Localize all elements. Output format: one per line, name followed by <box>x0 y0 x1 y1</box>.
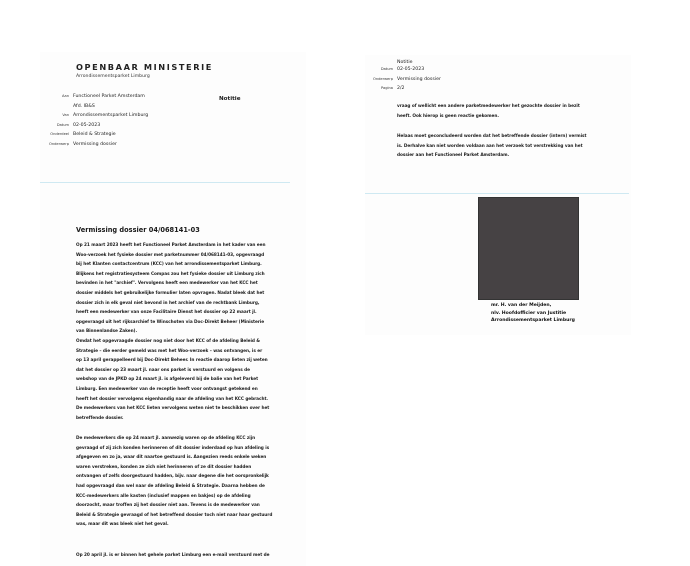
meta-label: Onderdeel <box>50 132 69 136</box>
text-line: Op 21 maart 2023 heeft het Functioneel Parket Amsterdam in het kader van een <box>76 243 266 248</box>
text-line: dossier middels het gebruikelijke formulier laten opvragen. Nadat bleek dat het <box>76 290 265 296</box>
organization-name: OPENBAAR MINISTERIE <box>76 62 213 72</box>
meta-value: Arrondissementsparket Limburg <box>73 113 149 118</box>
meta-row-aan <box>41 92 148 102</box>
signatory-title: nlv. Hoofdofficier van Justitie <box>491 310 567 316</box>
text-line: Blijkens het registratiesysteem Compas zou het fysieke dossier uit Limburg zich <box>76 271 265 277</box>
document-page-2 <box>365 55 631 335</box>
text-line: Strategie – die eerder gemeld was met het Woo-verzoek – was ontvangen, is er <box>76 348 263 354</box>
meta-label: Van <box>62 113 69 117</box>
text-line: Beleid & Strategie gevraagd of het betreffend dossier toch niet naar haar gestuurd <box>76 512 273 518</box>
divider-rule <box>40 182 290 183</box>
meta-row-onderdeel <box>41 130 148 140</box>
organization-subtitle: Arrondissementsparket Limburg <box>76 74 150 79</box>
text-line: Helaas moet geconcludeerd worden dat het betreffende dossier (intern) vermist <box>397 134 587 139</box>
meta-row-onderwerp <box>365 75 441 85</box>
meta-label: Datum <box>380 67 393 71</box>
signature-block <box>491 302 575 325</box>
text-line: betreffende dossier. <box>76 415 124 421</box>
text-line: op 13 april gerappelleerd bij Doc-Direkt Beheer. In reactie daarop lieten zij weten <box>76 358 268 364</box>
document-type-label: Notitie <box>397 60 413 65</box>
paragraph-1 <box>397 102 580 121</box>
divider-rule <box>365 193 629 194</box>
text-line: heeft het dossier vervolgens eigenhandig naar de afdeling van het KCC gebracht. <box>76 396 268 402</box>
signatory-organization: Arrondissementsparket Limburg <box>491 318 575 323</box>
meta-value: Functioneel Parket Amsterdam <box>73 94 145 99</box>
text-line: ontvangen of zelfs doorgestuurd hadden, bijv. naar degene die het oorspronkelijk <box>76 474 269 480</box>
text-line: bij het Klanten contactcentrum (KCC) van het arrondissementsparket Limburg. <box>76 262 262 268</box>
redacted-signature-block <box>478 197 579 300</box>
meta-value: 2/2 <box>397 86 405 91</box>
text-line: gevraagd of zij zich konden herinneren of dit dossier inderdaad op hun afdeling is <box>76 445 270 451</box>
text-line: Op 20 april jl. is er binnen het gehele parket Limburg een e-mail verstuurd met de <box>76 553 270 558</box>
text-line: KCC-medewerkers alle kasten (inclusief mappen en bakjes) op de afdeling <box>76 493 251 499</box>
text-line: doorzocht, maar troffen zij het dossier niet aan. Tevens is de medewerker van <box>76 503 260 509</box>
text-line: was, maar dit was bleek niet het geval. <box>76 522 169 528</box>
text-line: is. Derhalve kan niet worden voldaan aan het verzoek tot verstrekking van het <box>397 143 583 149</box>
meta-value: Afd. IB&S <box>73 103 95 109</box>
document-heading: Vermissing dossier 04/068141-03 <box>76 226 200 234</box>
meta-value: Vermissing dossier <box>397 76 441 82</box>
text-line: bevinden in het "archief". Vervolgens heeft een medewerker van het KCC het <box>76 281 258 287</box>
text-line: afgegeven en zo ja, waar dit naartoe gestuurd is. Aangezien reeds enkele weken <box>76 455 267 461</box>
paragraph-4 <box>76 551 270 561</box>
document-page-1 <box>40 52 306 566</box>
text-line: had opgevraagd dan wel naar de afdeling Beleid & Strategie. Daarna hebben de <box>76 483 265 489</box>
text-line: dossier zich in elk geval niet bevond in het archief van de rechtbank Limburg, <box>76 300 260 306</box>
signatory-name: mr. H. van der Meijden, <box>491 303 552 308</box>
meta-value: 02-05-2023 <box>73 122 101 128</box>
meta-row-datum <box>365 65 441 75</box>
paragraph-1 <box>76 241 265 337</box>
paragraph-2 <box>76 337 269 423</box>
paragraph-2 <box>397 132 587 161</box>
meta-row-pagina <box>365 84 441 94</box>
text-line: opgevraagd uit het rijksarchief te Winschoten via Doc-Direkt Beheer (Ministerie <box>76 319 265 325</box>
memo-metadata <box>365 65 441 94</box>
meta-row-datum <box>41 121 148 131</box>
text-line: heeft een medewerker van onze Facilitaire Dienst het dossier op 22 maart jl. <box>76 310 257 316</box>
meta-label: Aan <box>62 94 69 98</box>
text-line: dat het dossier op 23 maart jl. naar ons parket is verstuurd en volgens de <box>76 367 250 373</box>
meta-value: 02-05-2023 <box>397 67 425 72</box>
text-line: dossier aan het Functioneel Parket Amsterdam. <box>397 153 510 159</box>
text-line: Limburg. Een medewerker van de receptie heeft voor ontvangst getekend en <box>76 386 258 392</box>
meta-label: Onderwerp <box>49 141 69 146</box>
text-line: De medewerkers van het KCC lieten vervolgens weten niet te beschikken over het <box>76 406 270 412</box>
paragraph-3 <box>76 434 272 530</box>
meta-label: Pagina <box>381 86 393 90</box>
meta-label: Onderwerp <box>373 76 393 81</box>
text-line: van Binnenlandse Zaken). <box>76 329 138 335</box>
text-line: De medewerkers die op 24 maart jl. aanwezig waren op de afdeling KCC zijn <box>76 436 256 441</box>
meta-label: Datum <box>56 122 69 127</box>
meta-value: Vermissing dossier <box>73 141 117 147</box>
memo-metadata <box>41 92 148 149</box>
meta-value: Beleid & Strategie <box>73 132 116 137</box>
text-line: Omdat het opgevraagde dossier nog niet door het KCC of de afdeling Beleid & <box>76 339 260 344</box>
document-type-label: Notitie <box>219 96 241 102</box>
text-line: vraag of wellicht een andere parketmedewerker het gezochte dossier in bezit <box>397 104 580 109</box>
text-line: waren verstreken, konden ze zich niet herinneren of ze dit dossier hadden <box>76 464 252 470</box>
meta-row-onderwerp <box>41 140 148 150</box>
meta-label <box>41 102 73 112</box>
text-line: heeft. Ook hierop is geen reactie gekomen. <box>397 113 499 119</box>
text-line: webshop van de JPKD op 24 maart jl. is afgeleverd bij de balie van het Parket <box>76 377 259 383</box>
text-line: Woo-verzoek het fysieke dossier met parketnummer 04/068141-03, opgevraagd <box>76 252 265 258</box>
meta-row-van <box>41 111 148 121</box>
meta-row-afdeling <box>41 102 148 112</box>
